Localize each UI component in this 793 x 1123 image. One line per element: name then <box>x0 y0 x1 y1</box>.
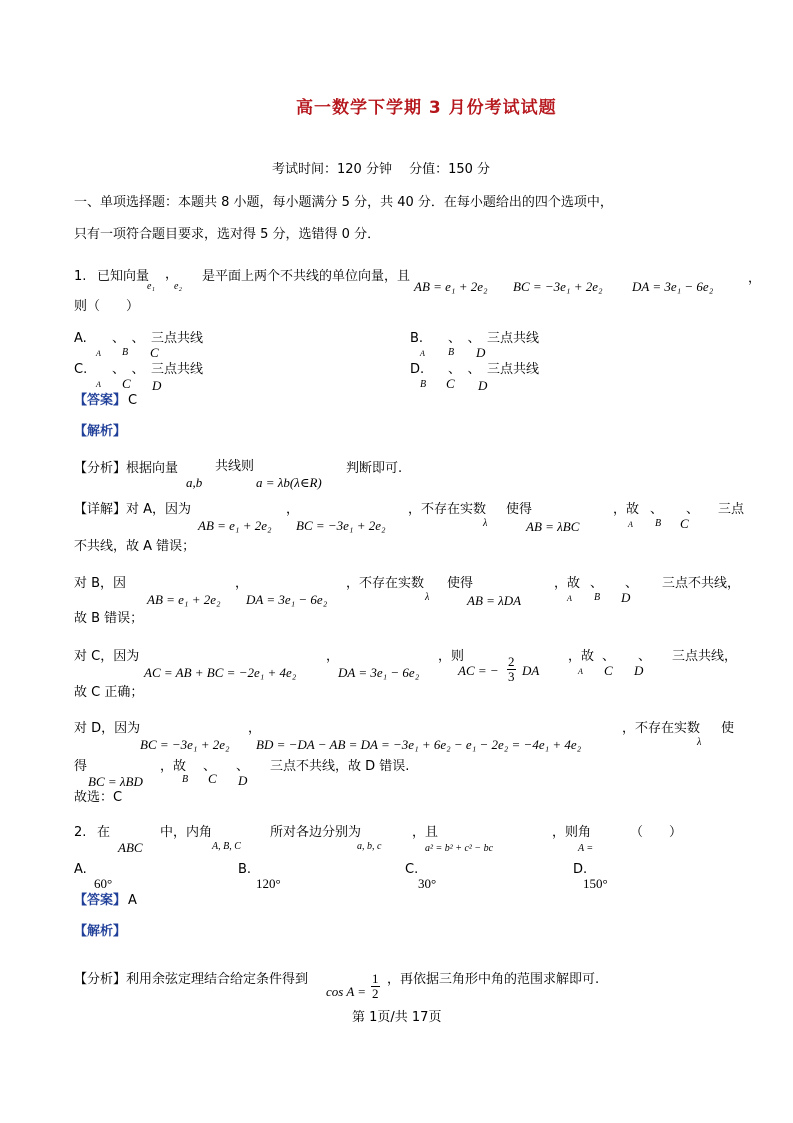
section-header-line2: 只有一项符合题目要求，选对得 5 分，选错得 0 分． <box>74 227 381 242</box>
q1-conclusion: 故选：C <box>74 790 123 805</box>
q1-detail-a-b: ，不存在实数 <box>408 502 487 517</box>
q1-detail-d-f1: BC = −3e₁ + 2e₂ <box>140 737 230 752</box>
q1-formula-da: DA = 3e₁ − 6e₂ <box>632 279 714 294</box>
q1-detail-b-c: 使得 <box>447 576 474 591</box>
q1-detail-d-pt2: C <box>208 771 217 786</box>
q2-cos-frac-num: 1 <box>372 971 379 986</box>
q1-detail-d-line2b: ，故 <box>160 759 187 774</box>
q2-fenxi-label: 【分析】 <box>74 972 127 987</box>
q1-detail-c-fraction <box>507 655 516 685</box>
q1-detail-b-pt1: A <box>567 594 572 603</box>
q1-detail-b-lambda: λ <box>425 592 430 603</box>
q1-stem-c: 则（ ） <box>74 299 140 314</box>
q2-stem-b: 中，内角 <box>160 825 213 840</box>
q1-stem-b: 是平面上两个不共线的单位向量，且 <box>202 269 411 284</box>
q1-detail-c-pt1: A <box>578 667 583 676</box>
q2-a-eq: A = <box>578 843 594 854</box>
q2-stem-e: ，则角 <box>552 825 592 840</box>
q1-detail-c-pt3: D <box>634 663 644 678</box>
q2-cos-frac-den: 2 <box>372 986 379 1002</box>
q1-stem-sep: ， <box>165 267 179 282</box>
q1-detail-d-f3: BC = λBD <box>88 774 143 789</box>
q2-angles: A, B, C <box>212 841 241 852</box>
q1-detail-c-b: ，则 <box>438 649 465 664</box>
q2-stem-c: 所对各边分别为 <box>270 825 362 840</box>
page-footer: 第 1页/共 17页 <box>352 1010 442 1025</box>
q1-detail-b-e: 三点不共线， <box>662 576 741 591</box>
q1-detail-d-comma1: 、 <box>203 759 217 774</box>
q1-answer: C <box>128 393 138 408</box>
q1-option-a-pt1: A <box>96 349 101 358</box>
q1-detail-a-f2: BC = −3e₁ + 2e₂ <box>296 518 386 533</box>
q1-detail-a-e: 三点 <box>718 502 745 517</box>
page-title: 高一数学下学期 3 月份考试试题 <box>296 98 557 118</box>
q1-detail-a-pt3: C <box>680 516 689 531</box>
q1-e2: e₂ <box>174 281 182 292</box>
q1-detail-d-comma2: 、 <box>236 759 250 774</box>
q1-detail-c-text: 对 C，因为 <box>74 649 140 664</box>
q1-detail-c-f3-left: AC = − <box>458 663 499 678</box>
q1-detail-a-d: ，故 <box>613 502 640 517</box>
q2-fenxi-b: ，再依据三角形中角的范围求解即可. <box>387 972 600 987</box>
q1-detail-b-sep: ， <box>235 576 249 591</box>
q1-option-b-pt1: A <box>420 349 425 358</box>
q1-fenxi-formula: a = λb(λ∈R) <box>256 475 322 490</box>
q1-detail-d-b: ，不存在实数 <box>622 721 701 736</box>
q2-answer: A <box>128 893 137 908</box>
q1-detail-d-line2c: 三点不共线，故 D 错误. <box>270 759 410 774</box>
q1-detail-a-comma2: 、 <box>686 502 700 517</box>
q1-detail-c-f3-right: DA <box>522 663 540 678</box>
q2-sides: a, b, c <box>357 841 382 852</box>
q2-stem-a: 在 <box>97 825 111 840</box>
q1-option-d-text: 、 、 三点共线 <box>448 362 540 377</box>
q1-detail-c-line2: 故 C 正确； <box>74 685 144 700</box>
q2-cos-fraction <box>371 972 380 1002</box>
q1-e1: e₁ <box>147 281 155 292</box>
q1-detail-d-sep: ， <box>248 721 262 736</box>
q1-detail-c-e: 三点共线， <box>672 649 738 664</box>
q1-detail-c-pt2: C <box>604 663 613 678</box>
q1-option-b-pt2: B <box>448 347 455 358</box>
q1-detail-a-line2: 不共线，故 A 错误； <box>74 539 196 554</box>
q1-detail-b-pt2: B <box>594 592 601 603</box>
q1-detail-a-lambda: λ <box>483 518 488 529</box>
q1-option-c-text: 、 、 三点共线 <box>112 362 204 377</box>
q1-detail-b-f1: AB = e₁ + 2e₂ <box>147 592 221 607</box>
q2-cos-left: cos A = <box>326 984 367 999</box>
q2-option-a-value: 60° <box>94 876 113 891</box>
q1-option-a-pt2: B <box>122 347 129 358</box>
q1-detail-d-pt1: B <box>182 774 189 785</box>
q1-detail-b-d: ，故 <box>554 576 581 591</box>
q1-option-d-label: D. <box>410 362 425 377</box>
q1-fenxi-c: 判断即可. <box>346 461 403 476</box>
q1-detail-c-f2: DA = 3e₁ − 6e₂ <box>338 665 420 680</box>
q1-detail-c-frac-den: 3 <box>508 669 515 685</box>
q2-analysis-label: 【解析】 <box>74 924 127 939</box>
q1-detail-a-sep: ， <box>286 502 300 517</box>
q1-option-d-pt1: B <box>420 379 427 390</box>
q2-option-d-value: 150° <box>583 876 608 891</box>
section-header-line1: 一、单项选择题：本题共 8 小题，每小题满分 5 分，共 40 分．在每小题给出的四个选项中， <box>74 195 613 210</box>
q1-detail-a-f1: AB = e₁ + 2e₂ <box>198 518 272 533</box>
q1-stem-a: 已知向量 <box>97 269 150 284</box>
q1-option-d-pt2: C <box>446 376 455 391</box>
q1-detail-c-sep: ， <box>326 649 340 664</box>
q2-option-b-value: 120° <box>256 876 281 891</box>
q1-detail-b-f3: AB = λDA <box>467 593 522 608</box>
q2-option-d-label: D. <box>573 862 588 877</box>
q1-option-a-text: 、 、 三点共线 <box>112 331 204 346</box>
q1-fenxi-a: 根据向量 <box>126 461 179 476</box>
q1-option-d-pt3: D <box>478 378 488 393</box>
q1-detail-b-pt3: D <box>621 590 631 605</box>
q1-detail-d-text: 对 D，因为 <box>74 721 141 736</box>
q1-detail-a-c: 使得 <box>506 502 533 517</box>
q1-detail-a-f3: AB = λBC <box>526 519 580 534</box>
q1-fenxi-label: 【分析】 <box>74 461 127 476</box>
q1-detail-b-line2: 故 B 错误； <box>74 611 144 626</box>
q1-detail-c-frac-num: 2 <box>508 654 515 669</box>
q2-condition: a² = b² + c² − bc <box>425 843 494 854</box>
q1-detail-a-text: 对 A，因为 <box>126 502 192 517</box>
q1-option-b-label: B. <box>410 331 424 346</box>
q1-fenxi-ab: a,b <box>186 475 203 490</box>
q2-option-b-label: B. <box>238 862 252 877</box>
q1-formula-bc: BC = −3e₁ + 2e₂ <box>513 279 603 294</box>
q2-option-c-label: C. <box>405 862 419 877</box>
q1-detail-a-pt1: A <box>628 520 633 529</box>
q1-option-a-label: A. <box>74 331 87 346</box>
q1-detail-c-comma1: 、 <box>602 649 616 664</box>
q1-detail-c-comma2: 、 <box>638 649 652 664</box>
exam-info: 考试时间：120 分钟 分值：150 分 <box>272 162 491 177</box>
q2-option-c-value: 30° <box>418 876 437 891</box>
q1-detail-b-comma1: 、 <box>590 576 604 591</box>
q1-detail-a-pt2: B <box>655 518 662 529</box>
q1-detail-b-comma2: 、 <box>625 576 639 591</box>
q1-detail-d-f2: BD = −DA − AB = DA = −3e₁ + 6e₂ − e₁ − 2e₂ = −4e₁ + 4e₂ <box>256 737 582 752</box>
q1-answer-label: 【答案】 <box>74 393 127 408</box>
q1-detail-d-c: 使 <box>721 721 735 736</box>
q1-stem-end: ， <box>748 271 762 286</box>
q1-detail-b-text: 对 B，因 <box>74 576 127 591</box>
q1-detail-b-f2: DA = 3e₁ − 6e₂ <box>246 592 328 607</box>
q1-detail-d-lambda: λ <box>697 737 702 748</box>
q1-detail-a-comma1: 、 <box>650 502 664 517</box>
q1-detail-b-b: ，不存在实数 <box>346 576 425 591</box>
q2-option-a-label: A. <box>74 862 87 877</box>
q1-option-c-pt2: C <box>122 376 131 391</box>
q1-analysis-label: 【解析】 <box>74 424 127 439</box>
q1-detail-c-d: ，故 <box>568 649 595 664</box>
q1-option-c-label: C. <box>74 362 88 377</box>
q2-answer-label: 【答案】 <box>74 893 127 908</box>
q1-formula-ab: AB = e₁ + 2e₂ <box>414 279 488 294</box>
q1-option-b-pt3: D <box>476 345 486 360</box>
q1-option-c-pt1: A <box>96 380 101 389</box>
q2-number: 2. <box>74 825 87 840</box>
q1-option-c-pt3: D <box>152 378 162 393</box>
q1-option-a-pt3: C <box>150 345 159 360</box>
q2-abc: ABC <box>118 840 143 855</box>
q2-stem-d: ，且 <box>412 825 439 840</box>
q1-xiangjie-label: 【详解】 <box>74 502 127 517</box>
q2-paren: （ ） <box>630 825 683 840</box>
q2-fenxi-a: 利用余弦定理结合给定条件得到 <box>126 972 309 987</box>
q1-detail-d-pt3: D <box>238 773 248 788</box>
q1-option-b-text: 、 、 三点共线 <box>448 331 540 346</box>
q1-fenxi-b: 共线则 <box>215 459 255 474</box>
q1-number: 1. <box>74 269 87 284</box>
q1-detail-c-f1: AC = AB + BC = −2e₁ + 4e₂ <box>144 665 297 680</box>
q1-detail-d-line2a: 得 <box>74 759 88 774</box>
